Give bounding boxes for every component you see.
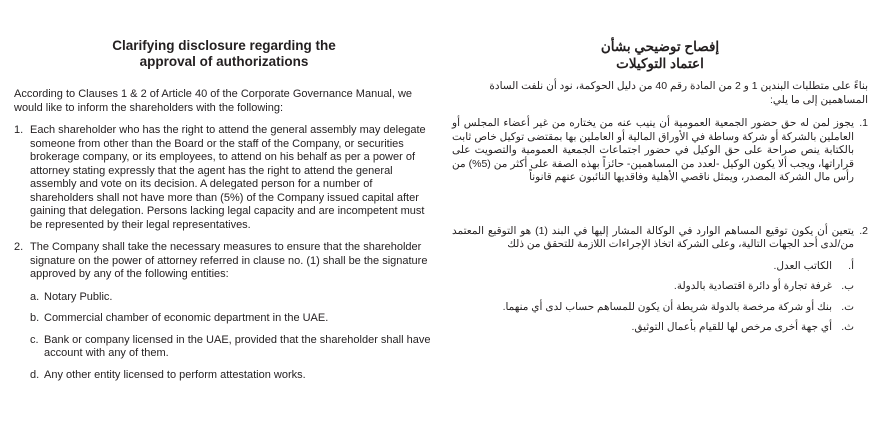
arabic-subitem-ta-text: بنك أو شركة مرخصة بالدولة شريطة أن يكون للمساهم حساب لدى أي منهما. [502, 300, 832, 313]
arabic-subitem-alef-letter: أ. [848, 259, 854, 272]
arabic-subitem-ta [452, 301, 868, 315]
arabic-subitem-tha-text: أي جهة أخرى مرخص لها للقيام بأعمال التوثيق. [631, 321, 832, 333]
arabic-item-2 [452, 225, 868, 252]
arabic-item-1 [452, 117, 868, 185]
arabic-subitem-ba [452, 280, 868, 294]
english-column [14, 38, 434, 390]
arabic-subitem-ba-text: غرفة تجارة أو دائرة اقتصادية بالدولة. [673, 280, 832, 292]
english-subitem-b-letter: b. [30, 312, 40, 324]
arabic-intro: بناءً على متطلبات البندين 1 و 2 من المادة رقم 40 من دليل الحوكمة، نود أن نلفت السادة المساهمين إلى ما يلي: [489, 80, 868, 106]
english-title-line-1: Clarifying disclosure regarding the [112, 38, 336, 53]
arabic-column [452, 38, 868, 342]
english-item-2-text: The Company shall take the necessary measures to ensure that the shareholder signature on the power of attorney referred in clause no. (1) shall be the signature approved by any of the following entities: [30, 241, 428, 280]
english-item-2 [14, 241, 434, 282]
arabic-subitem-ba-letter: ب. [841, 280, 854, 292]
arabic-subitem-ta-letter: ت. [841, 300, 854, 313]
arabic-title-line-1: إفصاح توضيحي بشأن [600, 39, 720, 54]
english-intro: According to Clauses 1 & 2 of Article 40 of the Corporate Governance Manual, we would like to inform the shareholders with the following: [14, 88, 413, 114]
english-subitem-d-text: Any other entity licensed to perform attestation works. [44, 368, 306, 381]
english-item-1-text: Each shareholder who has the right to attend the general assembly may delegate someone from other than the Board or the staff of the Company, or securities brokerage company, or its employees, to attend on his behalf as per a power of attorney stating expressly that the agent has the right to attend the general assembly and vote on its decision. A delegated person for a number of shareholders shall not have more than (5%) of the Company issued capital after gaining that delegation. Persons lacking legal capacity and are incompetent must be represented by their legal representatives. [30, 124, 426, 231]
arabic-item-2-number: 2. [859, 224, 868, 237]
english-subitem-b [30, 312, 434, 326]
english-item-1-number: 1. [14, 124, 24, 136]
english-subitem-b-text: Commercial chamber of economic department in the UAE. [44, 312, 329, 324]
english-subitem-a [30, 291, 434, 305]
english-subitem-a-text: Notary Public. [44, 290, 113, 303]
english-item-2-number: 2. [14, 241, 24, 253]
english-title [14, 38, 434, 70]
english-subitem-c [30, 334, 434, 361]
english-title-line-2: approval of authorizations [139, 54, 309, 69]
english-subitem-d-letter: d. [30, 368, 40, 381]
english-subitem-c-letter: c. [30, 333, 39, 346]
arabic-item-1-text: يجوز لمن له حق حضور الجمعية العمومية أن ينيب عنه من يختاره من غير أعضاء المجلس أو العاملين بالشركة أو شركة وساطة في الأوراق المالية أو العاملين بها بمقتضى توكيل خاص ثابت بالكتابة ينص صراحة على حق الوكيل في حضور اجتماعات الجمعية العمومية والتصويت على قراراتها، ويجب ألا يكون الوكيل -لعدد من المساهمين- حائزاً بهذه الصفة على أكثر من (5%) من رأس مال الشركة المصدر، ويمثل ناقصي الأهلية وفاقديها النائبون عنهم قانوناً [452, 117, 854, 183]
arabic-subitem-tha [452, 321, 868, 335]
arabic-title [452, 38, 868, 72]
arabic-subitem-tha-letter: ث. [841, 321, 854, 333]
english-subitem-d [30, 369, 434, 383]
arabic-item-2-text: يتعين أن يكون توقيع المساهم الوارد في الوكالة المشار إليها في البند (1) هو التوقيع المعتمد من/لدى أحد الجهات التالية، وعلى الشركة اتخاذ الإجراءات اللازمة للتحقق من ذلك [452, 224, 854, 250]
arabic-subitem-alef [452, 260, 868, 274]
arabic-item-1-number: 1. [859, 117, 868, 129]
english-item-1 [14, 124, 434, 232]
english-subitem-a-letter: a. [30, 290, 40, 303]
arabic-subitem-alef-text: الكاتب العدل. [773, 259, 832, 272]
arabic-title-line-2: اعتماد التوكيلات [616, 56, 704, 71]
english-subitem-c-text: Bank or company licensed in the UAE, provided that the shareholder shall have account with any of them. [44, 333, 431, 359]
